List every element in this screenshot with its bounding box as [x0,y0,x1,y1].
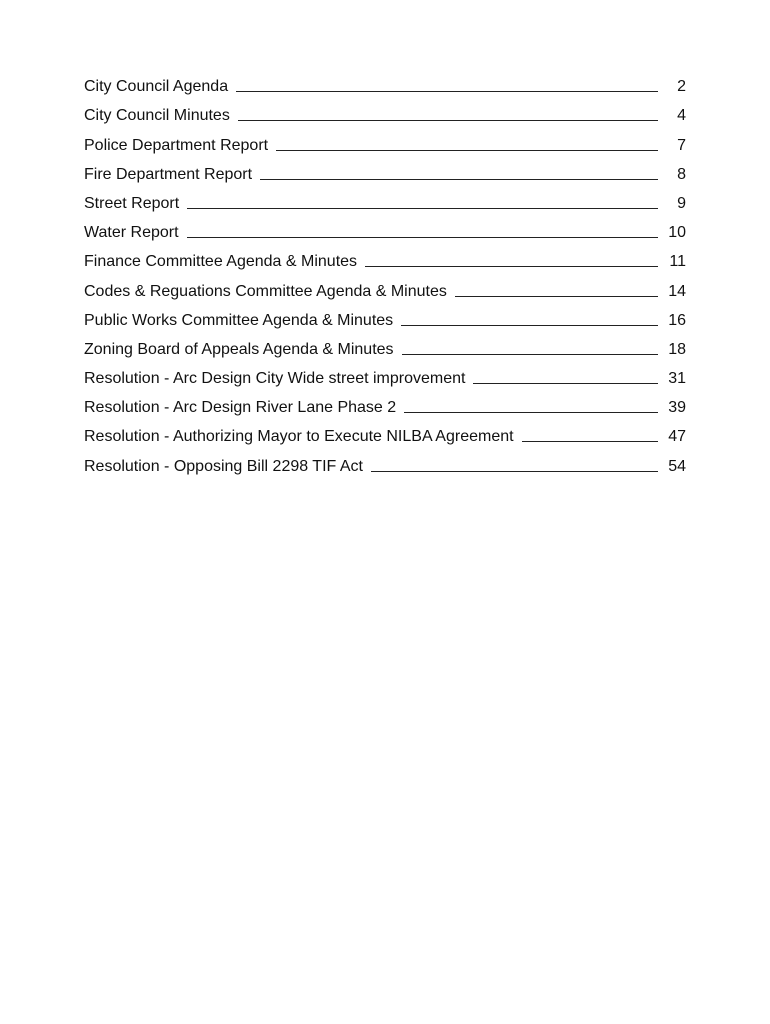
toc-leader-line [187,236,658,238]
toc-entry-page: 16 [668,311,686,329]
toc-entry-page: 14 [668,282,686,300]
toc-entry-page: 9 [677,194,686,212]
toc-entry-title: Resolution - Arc Design City Wide street improvement [84,370,466,388]
toc-entry-page: 10 [668,224,686,242]
toc-entry[interactable] [84,302,686,331]
toc-entry-page: 7 [677,136,686,154]
toc-leader-line [365,265,658,267]
toc-entry[interactable] [84,389,686,418]
toc-entry[interactable] [84,447,686,476]
toc-entry[interactable] [84,68,686,97]
toc-entry-page: 8 [677,165,686,183]
toc-entry-page: 2 [677,78,686,96]
toc-leader-line [187,207,658,209]
toc-leader-line [522,440,658,442]
toc-entry-title: Resolution - Authorizing Mayor to Execute NILBA Agreement [84,428,514,446]
toc-entry-title: Finance Committee Agenda & Minutes [84,253,358,271]
toc-entry-page: 39 [668,399,686,417]
toc-entry[interactable] [84,126,686,155]
toc-leader-line [404,411,658,413]
toc-entry[interactable] [84,214,686,243]
toc-entry-title: Street Report [84,194,180,212]
toc-entry-title: Public Works Committee Agenda & Minutes [84,311,394,329]
toc-leader-line [236,90,658,92]
toc-entry-page: 11 [669,253,686,271]
toc-entry-title: City Council Agenda [84,78,229,96]
toc-leader-line [276,149,658,151]
toc-entry-page: 54 [668,457,686,475]
toc-leader-line [238,119,658,121]
toc-entry[interactable] [84,272,686,301]
toc-entry-title: Police Department Report [84,136,269,154]
toc-leader-line [401,324,658,326]
toc-entry[interactable] [84,418,686,447]
toc-entry[interactable] [84,156,686,185]
toc-entry-title: Codes & Reguations Committee Agenda & Minutes [84,282,447,300]
toc-entry-page: 18 [668,340,686,358]
toc-leader-line [402,353,658,355]
toc-entry[interactable] [84,243,686,272]
toc-entry[interactable] [84,97,686,126]
toc-leader-line [455,295,658,297]
toc-entry[interactable] [84,360,686,389]
toc-entry-title: Fire Department Report [84,165,253,183]
toc-entry-title: Resolution - Opposing Bill 2298 TIF Act [84,457,363,475]
table-of-contents [84,68,686,477]
toc-entry-title: Water Report [84,224,179,242]
toc-entry[interactable] [84,331,686,360]
toc-leader-line [473,382,658,384]
toc-leader-line [371,470,658,472]
toc-entry-page: 47 [668,428,686,446]
toc-entry-page: 4 [677,107,686,125]
toc-entry-title: Zoning Board of Appeals Agenda & Minutes [84,340,394,358]
toc-entry[interactable] [84,185,686,214]
toc-entry-page: 31 [668,370,686,388]
toc-entry-title: Resolution - Arc Design River Lane Phase 2 [84,399,397,417]
toc-entry-title: City Council Minutes [84,107,230,125]
toc-leader-line [260,178,658,180]
